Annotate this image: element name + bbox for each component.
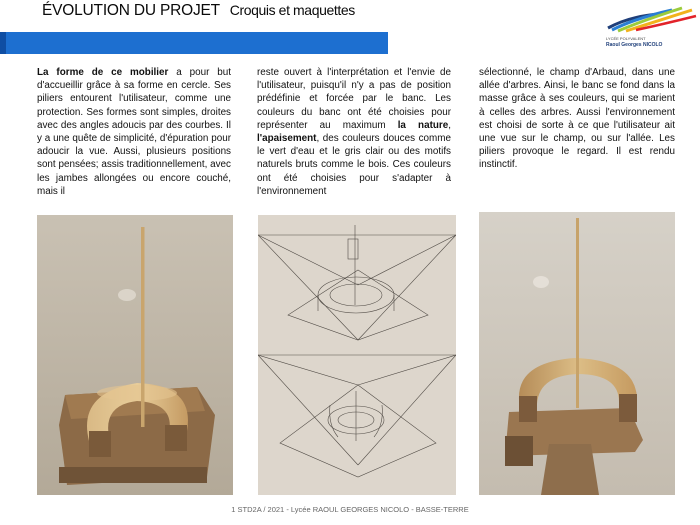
text-column-1 bbox=[37, 66, 231, 202]
emphasis-text: l'apaisement bbox=[257, 133, 317, 145]
perspective-sketch-drawing bbox=[258, 215, 456, 495]
body-text: , bbox=[448, 119, 451, 131]
body-text: , des couleurs douces comme le vert d'eau et le gris clair ou des motifs naturels bruts comme le bois. Ces couleurs ont été choisies pour s'adapter à l'environnement bbox=[257, 133, 451, 197]
logo-caption: LYCÉE POLYVALENT bbox=[606, 36, 646, 41]
body-text: reste ouvert à l'interprétation et l'envie de l'utilisateur, puisqu'il n'y a pas de position prédéfinie et forcée par le banc. Les couleurs du banc ont été choisies pour représenter au maximum bbox=[257, 67, 451, 131]
text-column-2 bbox=[257, 66, 451, 202]
page-title bbox=[42, 2, 355, 20]
cardboard-model-photo-left bbox=[37, 215, 233, 495]
logo-school-name: Raoul Georges NICOLO bbox=[606, 42, 663, 48]
page-footer: 1 STD2A / 2021 - Lycée RAOUL GEORGES NICOLO - BASSE-TERRE bbox=[231, 505, 469, 514]
body-text: a pour but d'accueillir grâce à sa forme en cercle. Ses piliers entourent l'utilisateur, comme une protection. Ses formes sont simples, droites avec des angles adoucis par des courbes. Il y a une quête de simplicité, d'épuration pour adoucir la vue. Aussi, plusieurs positions sont pensées; assis traditionnellement, avec les jambes allongées ou encore couché, mais il bbox=[37, 67, 231, 197]
text-column-3 bbox=[479, 66, 675, 172]
cardboard-model-photo-right bbox=[479, 212, 675, 495]
emphasis-text: la nature bbox=[397, 119, 449, 131]
page-title-subtitle: Croquis et maquettes bbox=[229, 2, 355, 18]
paragraph-3: sélectionné, le champ d'Arbaud, dans une allée d'arbres. Ainsi, le banc se fond dans la masse grâce à ses couleurs, qui se marient à celles des arbres. Aussi l'environnement est choisi de sorte à ce que l'utilisateur ait une vue sur le champ, ou sur l'allée. Les piliers provoque le regard. Il est rendu instinctif. bbox=[479, 67, 675, 171]
logo-swoosh-icon bbox=[602, 6, 698, 36]
lead-text: La forme de ce mobilier bbox=[37, 67, 169, 78]
school-logo bbox=[602, 6, 698, 50]
paragraph-2 bbox=[257, 66, 451, 198]
title-bar bbox=[0, 32, 388, 54]
page-title-main: ÉVOLUTION DU PROJET bbox=[42, 2, 220, 19]
title-bar-accent bbox=[0, 32, 6, 54]
paragraph-1 bbox=[37, 66, 231, 198]
